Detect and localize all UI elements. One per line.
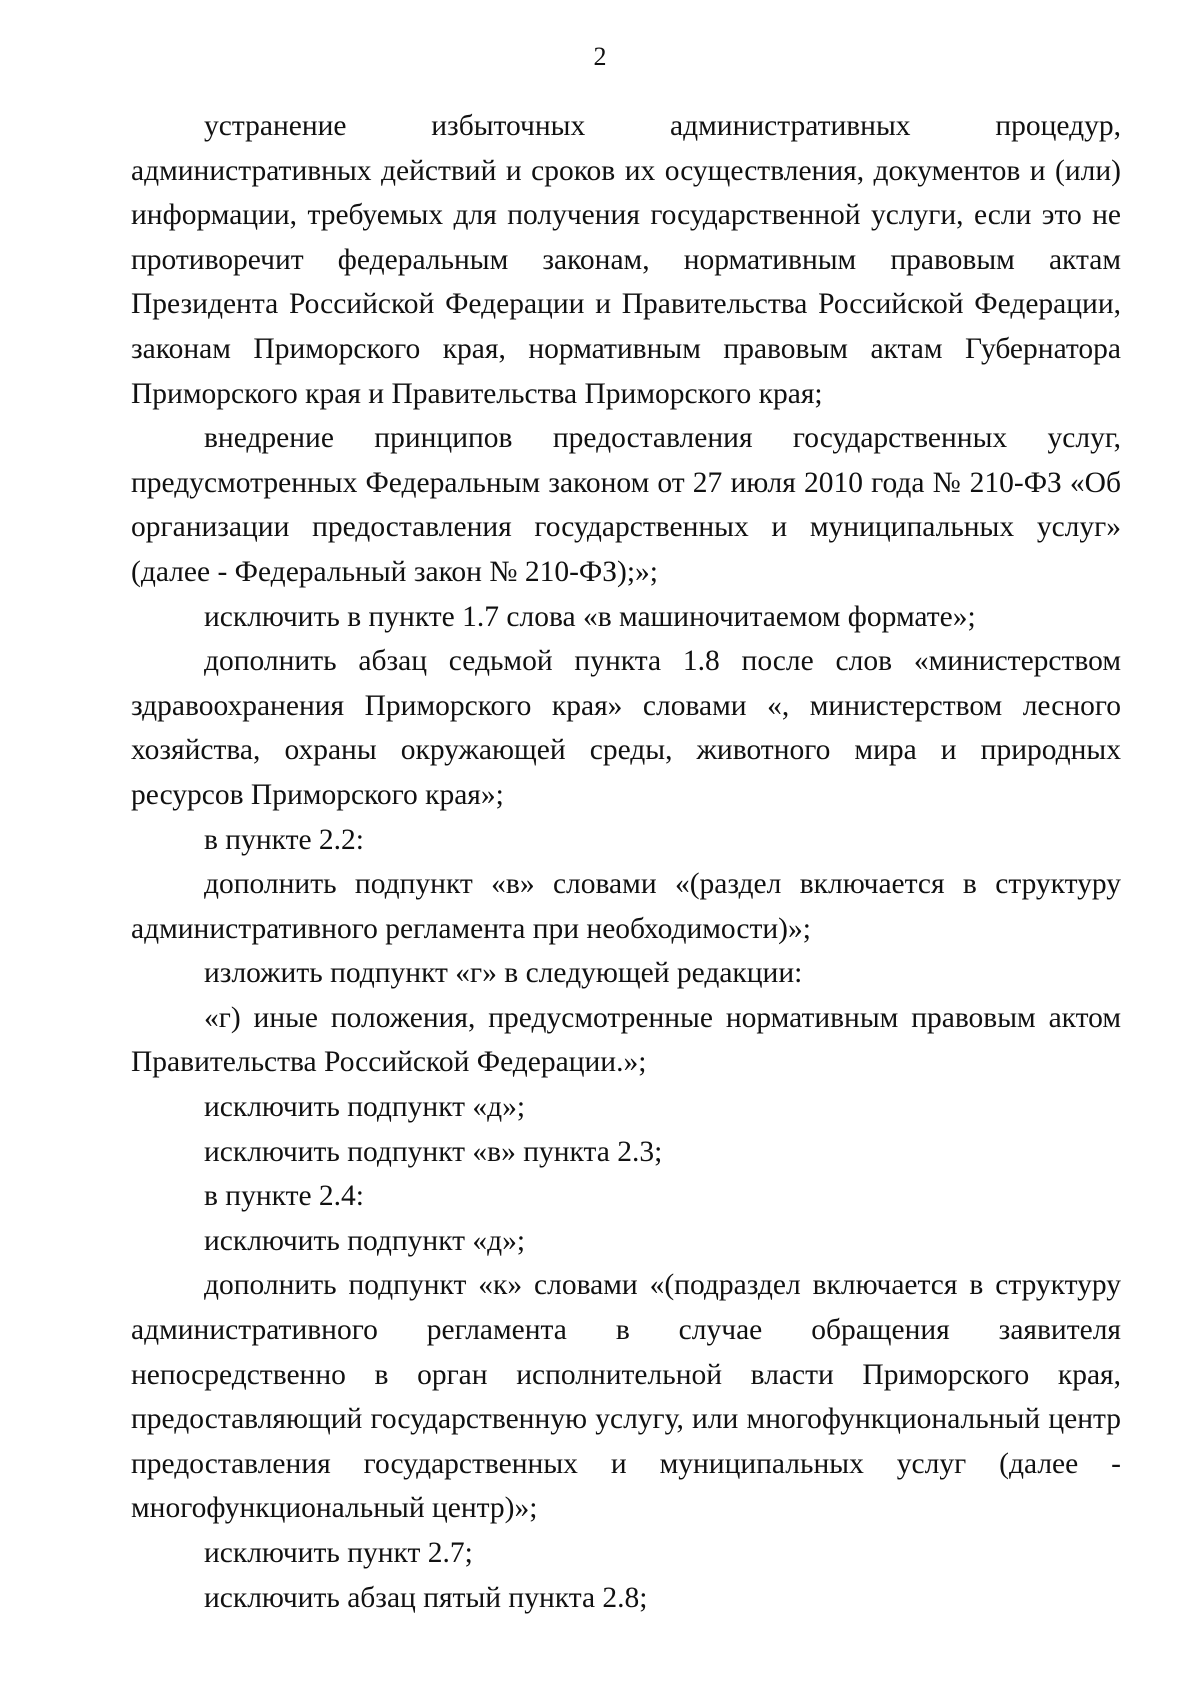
paragraph-subitem-v: дополнить подпункт «в» словами «(раздел включается в структуру административного регламента при необходимости)»; [131,868,1121,945]
paragraph-subitem-g-intro: изложить подпункт «г» в следующей редакции: [204,957,803,990]
paragraph-introduce-principles: внедрение принципов предоставления государственных услуг, предусмотренных Федеральным законом от 27 июля 2010 года № 210-ФЗ «Об организации предоставления государственных и муниципальных услуг» (далее - Федеральный закон № 210-ФЗ);»; [131,422,1121,588]
paragraph-exclude-item-2-7: исключить пункт 2.7; [204,1537,473,1569]
paragraph-item-2-2-heading: в пункте 2.2: [204,823,365,856]
page-number: 2 [593,42,607,71]
paragraph-exclude-subitem-d-2-4: исключить подпункт «д»; [204,1224,526,1257]
paragraph-exclude-paragraph-2-8: исключить абзац пятый пункта 2.8; [204,1581,648,1614]
paragraph-exclude-subitem-d: исключить подпункт «д»; [204,1091,526,1124]
paragraph-exclude-subitem-v-2-3: исключить подпункт «в» пункта 2.3; [204,1135,663,1168]
paragraph-item-1-8: дополнить абзац седьмой пункта 1.8 после слов «министерством здравоохранения Приморского края» словами «, министерством лесного хозяйства, охраны окружающей среды, животного мира и природных ресурсов Приморского края»; [131,645,1121,811]
paragraph-item-1-7: исключить в пункте 1.7 слова «в машиночитаемом формате»; [204,600,976,633]
paragraph-eliminate-procedures: устранение избыточных административных процедур, административных действий и сроков их осуществления, документов и (или) информации, требуемых для получения государственной услуги, если это не противоречит федеральным законам, нормативным правовым актам Президента Российской Федерации и Правительства Российской Федерации, законам Приморского края, нормативным правовым актам Губернатора Приморского края и Правительства Приморского края; [131,110,1121,410]
document-body [131,104,1121,1620]
paragraph-subitem-k: дополнить подпункт «к» словами «(подраздел включается в структуру административного регламента в случае обращения заявителя непосредственно в орган исполнительной власти Приморского края, предоставляющий государственную услугу, или многофункциональный центр предоставления государственных и муниципальных услуг (далее - многофункциональный центр)»; [131,1269,1121,1525]
paragraph-item-2-4-heading: в пункте 2.4: [204,1180,365,1213]
paragraph-subitem-g-text: «г) иные положения, предусмотренные нормативным правовым актом Правительства Российской Федерации.»; [131,1001,1121,1079]
